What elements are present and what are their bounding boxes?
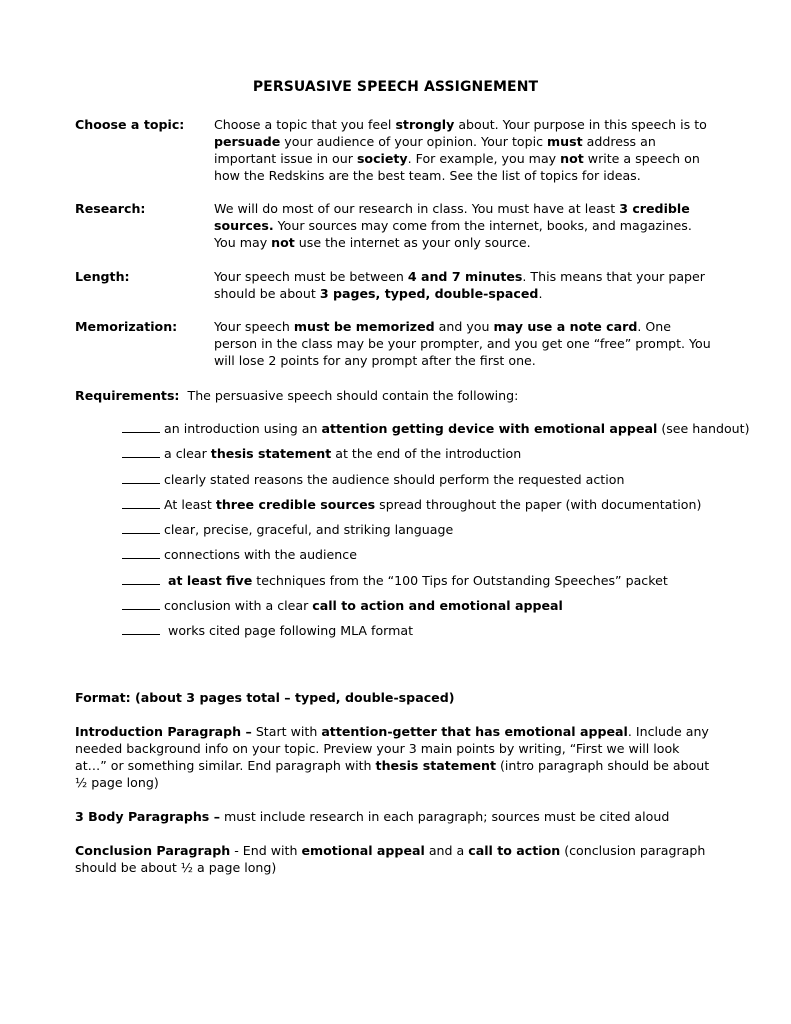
checklist-item: connections with the audience xyxy=(122,546,742,571)
research-label: Research: xyxy=(75,201,146,216)
checkbox-blank[interactable] xyxy=(122,622,160,635)
checklist-item: works cited page following MLA format xyxy=(122,622,742,647)
topic-text: Choose a topic that you feel strongly about. Your purpose in this speech is to persuade your audience of your opinion. Your topic must address an important issue in our society. For example, you may not write a speech on how the Redskins are the best team. See the list of topics for ideas. xyxy=(214,117,707,183)
checkbox-blank[interactable] xyxy=(122,546,160,559)
requirements-label: Requirements: xyxy=(75,388,180,403)
checklist-item: a clear thesis statement at the end of the introduction xyxy=(122,445,742,470)
checklist-item: clear, precise, graceful, and striking language xyxy=(122,521,742,546)
checkbox-blank[interactable] xyxy=(122,471,160,484)
page-title: PERSUASIVE SPEECH ASSIGNEMENT xyxy=(252,79,539,95)
conclusion-paragraph: Conclusion Paragraph - End with emotional appeal and a call to action (conclusion paragraph should be about ½ a page long) xyxy=(75,843,706,875)
body-paragraphs: 3 Body Paragraphs – must include research in each paragraph; sources must be cited aloud xyxy=(75,809,670,824)
checkbox-blank[interactable] xyxy=(122,445,160,458)
research-text: We will do most of our research in class. You must have at least 3 credible sources. Your sources may come from the internet, books, and magazines. You may not use the internet as your only source. xyxy=(214,201,692,250)
requirements-line xyxy=(75,387,715,404)
format-heading: Format: (about 3 pages total – typed, double-spaced) xyxy=(75,690,455,705)
requirements-intro: The persuasive speech should contain the following: xyxy=(187,388,519,403)
checkbox-blank[interactable] xyxy=(122,572,160,585)
checkbox-blank[interactable] xyxy=(122,420,160,433)
checklist-item: At least three credible sources spread throughout the paper (with documentation) xyxy=(122,496,742,521)
intro-paragraph: Introduction Paragraph – Start with attention-getter that has emotional appeal. Include any needed background info on your topic. Preview your 3 main points by writing, “First we will look at…” or something similar. End paragraph with thesis statement (intro paragraph should be about ½ page long) xyxy=(75,724,710,790)
checkbox-blank[interactable] xyxy=(122,521,160,534)
checkbox-blank[interactable] xyxy=(122,496,160,509)
checkbox-blank[interactable] xyxy=(122,597,160,610)
memorization-text: Your speech must be memorized and you may use a note card. One person in the class may be your prompter, and you get one “free” prompt. You will lose 2 points for any prompt after the first one. xyxy=(214,319,711,368)
requirements-checklist xyxy=(122,420,750,648)
checklist-item: conclusion with a clear call to action and emotional appeal xyxy=(122,597,742,622)
length-label: Length: xyxy=(75,269,130,284)
checklist-item: clearly stated reasons the audience should perform the requested action xyxy=(122,471,742,496)
length-text: Your speech must be between 4 and 7 minutes. This means that your paper should be about 3 pages, typed, double-spaced. xyxy=(214,269,705,301)
topic-label: Choose a topic: xyxy=(75,117,185,132)
memorization-label: Memorization: xyxy=(75,319,178,334)
checklist-item: at least five techniques from the “100 Tips for Outstanding Speeches” packet xyxy=(122,572,742,597)
checklist-item: an introduction using an attention getting device with emotional appeal (see handout) xyxy=(122,420,742,445)
